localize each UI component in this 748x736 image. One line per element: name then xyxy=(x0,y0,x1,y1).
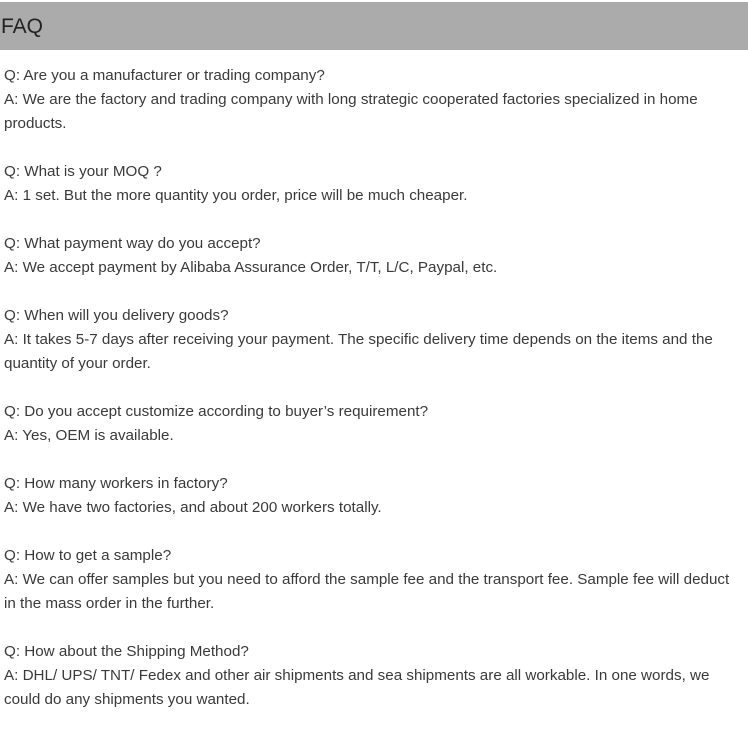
faq-item xyxy=(4,400,742,448)
faq-item xyxy=(4,304,742,376)
faq-question: Q: When will you delivery goods? xyxy=(4,307,229,324)
faq-question: Q: How to get a sample? xyxy=(4,547,172,564)
faq-question: Q: How about the Shipping Method? xyxy=(4,643,249,660)
faq-answer: A: We can offer samples but you need to afford the sample fee and the transport fee. Sample fee will deduct in the mass order in the further. xyxy=(4,571,730,612)
faq-item xyxy=(4,232,742,280)
faq-answer: A: 1 set. But the more quantity you order, price will be much cheaper. xyxy=(4,187,468,204)
faq-answer: A: Yes, OEM is available. xyxy=(4,427,174,444)
faq-answer: A: We have two factories, and about 200 workers totally. xyxy=(4,499,382,516)
page-title: FAQ xyxy=(1,15,44,38)
faq-answer: A: We accept payment by Alibaba Assurance Order, T/T, L/C, Paypal, etc. xyxy=(4,259,498,276)
faq-answer: A: It takes 5-7 days after receiving your payment. The specific delivery time depends on the items and the quantity of your order. xyxy=(4,331,713,372)
faq-item xyxy=(4,160,742,208)
faq-question: Q: Are you a manufacturer or trading company? xyxy=(4,67,325,84)
faq-question: Q: What payment way do you accept? xyxy=(4,235,261,252)
faq-question: Q: What is your MOQ ? xyxy=(4,163,162,180)
faq-question: Q: How many workers in factory? xyxy=(4,475,228,492)
faq-answer: A: DHL/ UPS/ TNT/ Fedex and other air shipments and sea shipments are all workable. In one words, we could do any shipments you wanted. xyxy=(4,667,710,708)
faq-question: Q: Do you accept customize according to buyer’s requirement? xyxy=(4,403,429,420)
faq-item xyxy=(4,472,742,520)
faq-answer: A: We are the factory and trading company with long strategic cooperated factories specialized in home products. xyxy=(4,91,698,132)
faq-list xyxy=(4,64,742,736)
faq-item xyxy=(4,64,742,136)
faq-header xyxy=(0,2,748,50)
faq-item xyxy=(4,640,742,712)
faq-item xyxy=(4,544,742,616)
